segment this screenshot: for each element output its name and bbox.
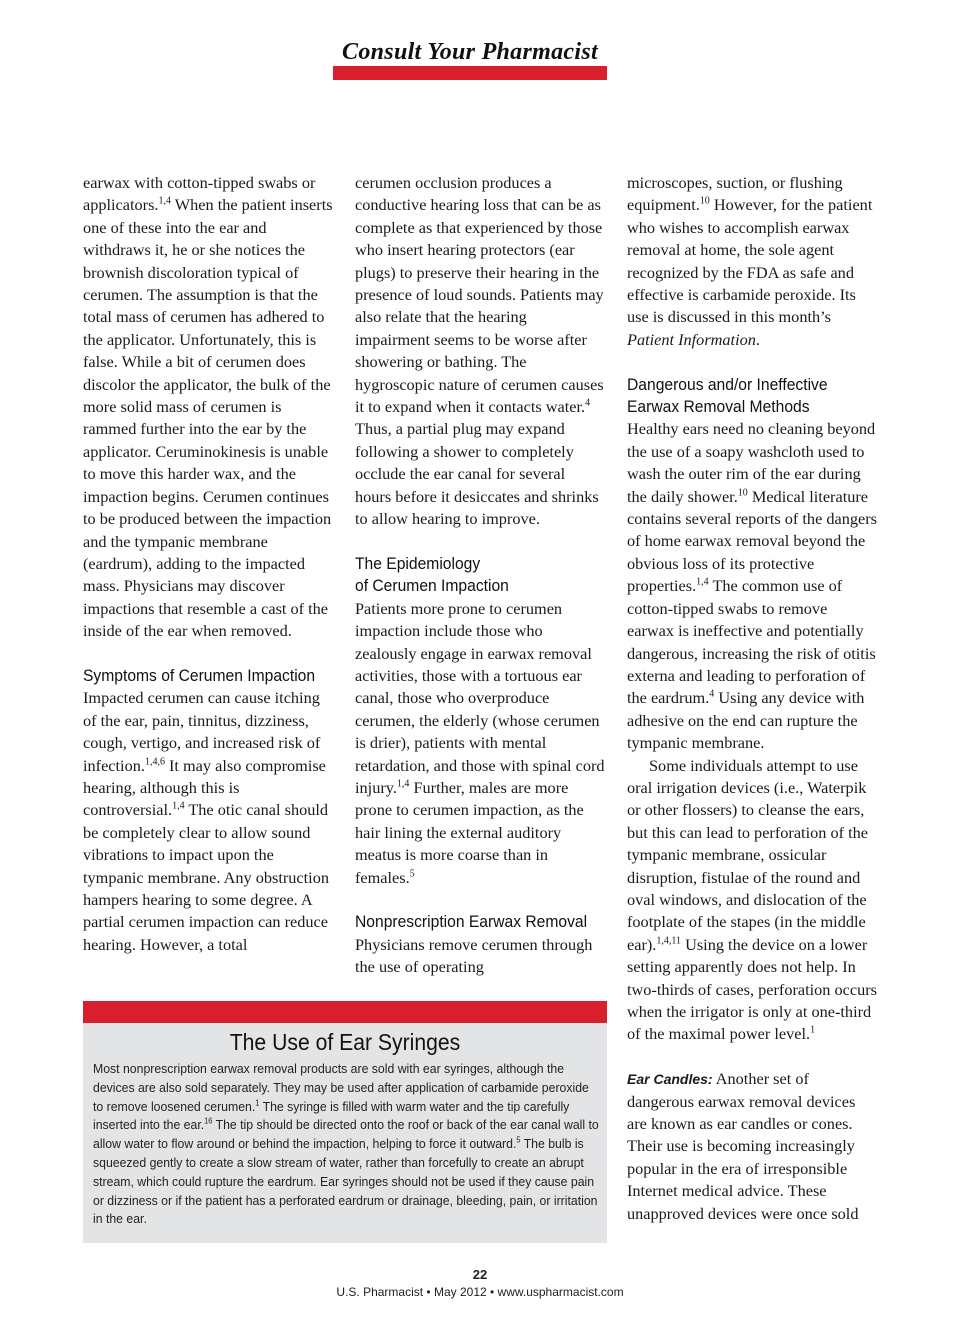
- citation: 1,4,11: [656, 935, 682, 947]
- header-accent-bar: [333, 66, 607, 80]
- footer-publication-line: U.S. Pharmacist • May 2012 • www.uspharmacist.com: [336, 1285, 624, 1299]
- paragraph: cerumen occlusion produces a conductive hearing loss that can be as complete as that experienced by those who insert hearing protectors (ear plugs) to preserve their hearing in the presence of loud sounds. Patients may also relate that the hearing impairment seems to be worse after showering or bathing. The hygroscopic nature of cerumen causes it to expand when it contacts water.$^4$ Thus, a partial plug may expand following a shower to completely occlude the ear canal for several hours before it desiccates and shrinks to allow hearing to improve.: [355, 173, 604, 529]
- citation: 4: [585, 397, 591, 409]
- sidebar-body: Most nonprescription earwax removal products are sold with ear syringes, although the devices are also sold separately. They may be used after application of carbamide peroxide to remove loosened cerumen.$^1$ The syringe is filled with warm water and the tip carefully inserted into the ear.$^{16}$ The tip should be directed onto the roof or back of the ear canal wall to allow water to flow around or behind the impaction, helping to force it outward.$^5$ The bulb is squeezed gently to create a slow stream of water, rather than forcefully to create an abrupt stream, which could rupture the eardrum. Ear syringes should not be used if they cause pain or dizziness or if the patient has a perforated eardrum or drainage, bleeding, pain, or irritation in the ear.: [93, 1061, 599, 1227]
- section-heading-symptoms: Symptoms of Cerumen Impaction: [83, 665, 316, 685]
- citation: 10: [737, 487, 748, 499]
- citation: 1: [255, 1098, 260, 1108]
- citation: 1: [810, 1025, 816, 1036]
- section-heading-epidemiology: The Epidemiology of Cerumen Impaction: [355, 553, 509, 596]
- paragraph: Physicians remove cerumen through the use of operating: [355, 934, 593, 977]
- citation: 5: [409, 868, 415, 880]
- paragraph: Healthy ears need no cleaning beyond the use of a soapy washcloth used to wash the outer rim of the ear during the daily shower.$^{10}$ Medical literature contains several reports of the dangers of home earwax removal beyond the obvious loss of its protective properties.$^{1,4}$ The common use of cotton-tipped swabs to remove earwax is ineffective and potentially dangerous, increasing the risk of otitis externa and leading to perforation of the eardrum.$^4$ Using any device with adhesive on the end can rupture the tympanic membrane.: [627, 419, 878, 753]
- column-3: [627, 172, 877, 1225]
- section-heading-dangerous-methods: Dangerous and/or Ineffective Earwax Removal Methods: [627, 374, 828, 417]
- page-number: 22: [472, 1267, 488, 1282]
- page-footer: [280, 1266, 680, 1300]
- paragraph: Ear Candles: Another set of dangerous earwax removal devices are known as ear candles or cones. Their use is becoming increasingly popular in the era of irresponsible Internet medical advice. These unapproved devices were once sold: [627, 1069, 859, 1223]
- sidebar-title: The Use of Ear Syringes: [229, 1029, 461, 1055]
- citation: 16: [204, 1117, 213, 1126]
- sidebar-accent-bar: [83, 1001, 607, 1023]
- paragraph: Some individuals attempt to use oral irrigation devices (i.e., Waterpik or other flossers) to cleanse the ears, but this can lead to perforation of the tympanic membrane, ossicular disruption, fistulae of the round and oval windows, and dislocation of the footplate of the stapes (in the middle ear).$^{1,4,11}$ Using the device on a lower setting apparently does not help. In two-thirds of cases, perforation occurs when the irrigator is only at one-third of the maximal power level.$^1$: [627, 755, 878, 1044]
- citation: 1,4: [172, 800, 185, 812]
- citation: 1,4: [158, 195, 171, 207]
- ear-candles-lead-in: Ear Candles:: [627, 1071, 713, 1088]
- header-title: Consult Your Pharmacist: [342, 39, 598, 65]
- paragraph: Patients more prone to cerumen impaction include those who zealously engage in earwax removal activities, those with a tortuous ear canal, those who overproduce cerumen, the elderly (whose cerumen is drier), patients with mental retardation, and those with spinal cord injury.$^{1,4}$ Further, males are more prone to cerumen impaction, as the hair lining the external auditory meatus is more coarse than in females.$^5$: [355, 598, 605, 887]
- column-1: [83, 172, 333, 956]
- citation: 1,4,6: [144, 756, 165, 768]
- paragraph: microscopes, suction, or flushing equipment.$^{10}$ However, for the patient who wishes to accomplish earwax removal at home, the sole agent recognized by the FDA as safe and effective is carbamide peroxide. Its use is discussed in this month’s Patient Information.: [627, 173, 873, 349]
- paragraph: earwax with cotton-tipped swabs or applicators.$^{1,4}$ When the patient inserts one of these into the ear and withdraws it, he or she notices the brownish discoloration typical of cerumen. The assumption is that the total mass of cerumen has adhered to the applicator. Unfortunately, this is false. While a bit of cerumen does discolor the applicator, the bulk of the more solid mass of cerumen is rammed further into the ear by the applicator. Ceruminokinesis is unable to move this harder wax, and the impaction begins. Cerumen continues to be produced between the impaction and the tympanic membrane (eardrum), adding to the impacted mass. Physicians may discover impactions that resemble a cast of the inside of the ear when removed.: [83, 173, 333, 641]
- citation: 5: [516, 1135, 521, 1145]
- citation: 4: [709, 688, 715, 700]
- citation: 1,4: [396, 778, 410, 790]
- citation: 10: [699, 195, 710, 207]
- ear-syringes-sidebar: [83, 1001, 607, 1243]
- section-heading-nonprescription: Nonprescription Earwax Removal: [355, 912, 588, 932]
- paragraph: Impacted cerumen can cause itching of the ear, pain, tinnitus, dizziness, cough, vertigo, and increased risk of infection.$^{1,4,6}$ It may also compromise hearing, although this is controversial.$^{1,4}$ The otic canal should be completely clear to allow sound vibrations to impact upon the tympanic membrane. Any obstruction hampers hearing to some degree. A partial cerumen impaction can reduce hearing. However, a total: [83, 688, 329, 954]
- running-header: [333, 38, 607, 80]
- column-2: [355, 172, 605, 979]
- citation: 1,4: [696, 576, 709, 588]
- italic-title: Patient Information: [627, 329, 756, 349]
